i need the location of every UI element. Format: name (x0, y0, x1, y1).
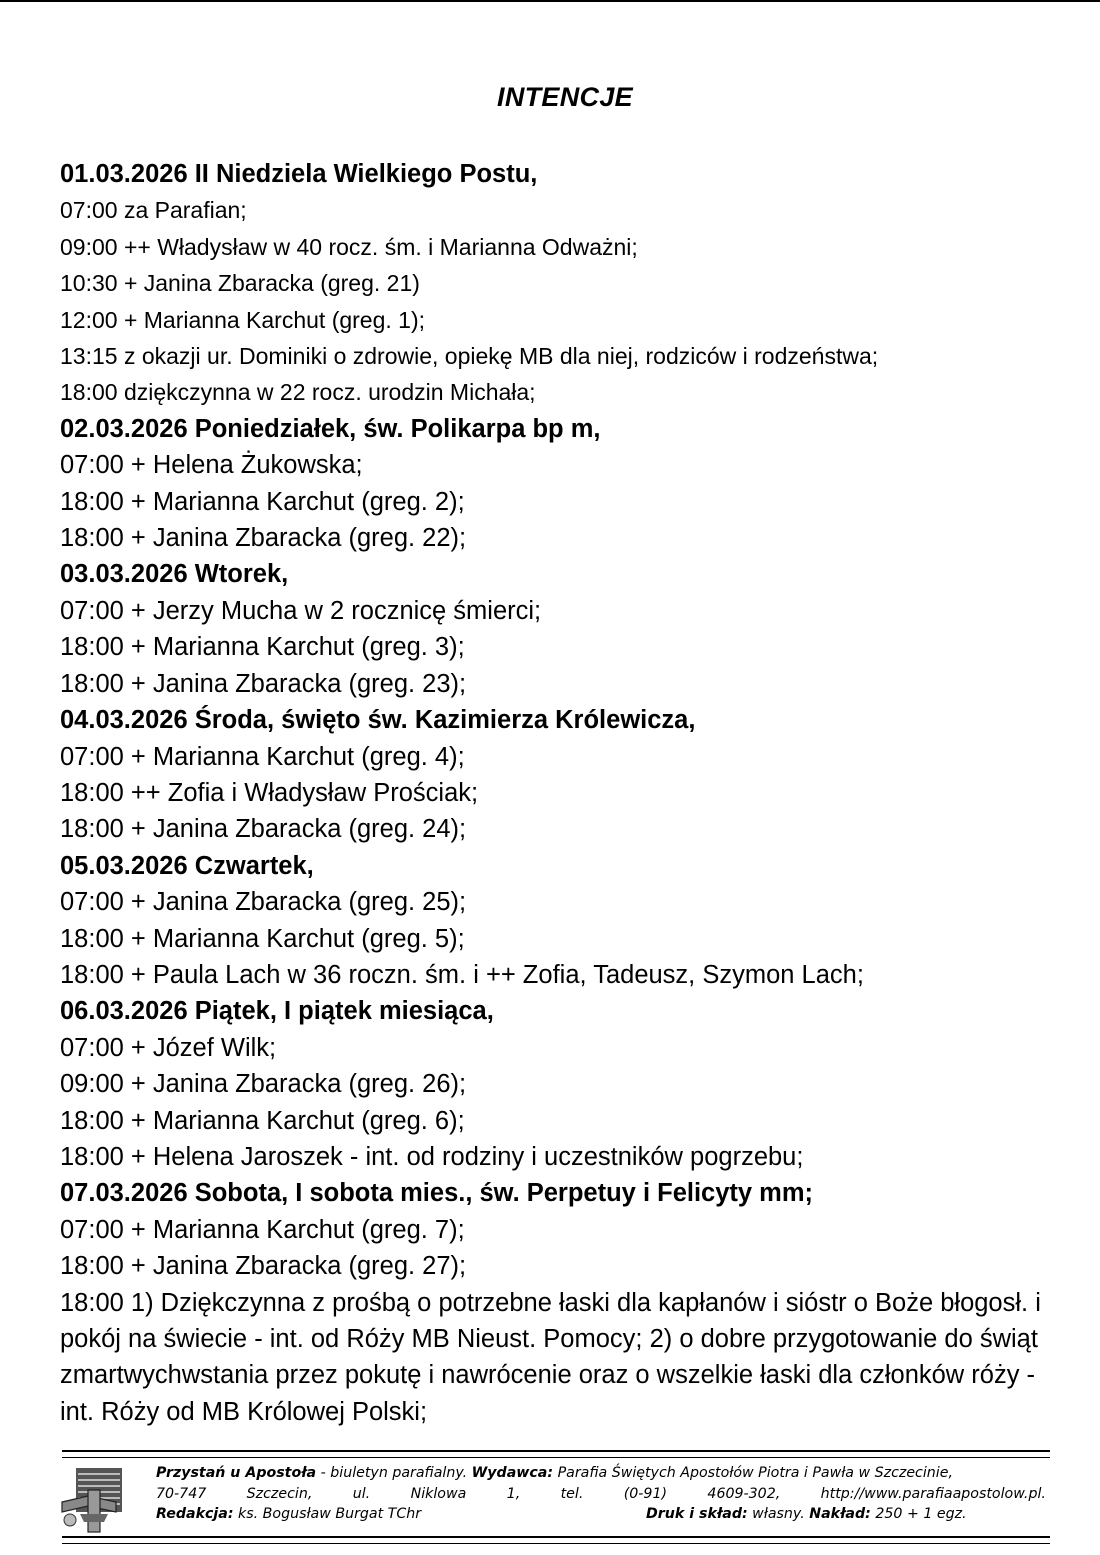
intention-entry: 18:00 + Marianna Karchut (greg. 2); (60, 487, 465, 516)
intention-entry: 10:30 + Janina Zbaracka (greg. 21) (60, 270, 420, 297)
day-header: 02.03.2026 Poniedziałek, św. Polikarpa bp m, (60, 414, 601, 443)
address-part: Szczecin, (246, 1485, 313, 1502)
footer-address (156, 1484, 1046, 1505)
editor-value: ks. Bogusław Burgat TChr (233, 1506, 422, 1522)
footer-line-3 (156, 1504, 1046, 1525)
print-info (646, 1504, 967, 1525)
footer-bottom-rule (62, 1536, 1050, 1544)
intention-entry: 12:00 + Marianna Karchut (greg. 1); (60, 306, 426, 333)
day-header: 06.03.2026 Piątek, I piątek miesiąca, (60, 997, 494, 1026)
intention-entry: 07:00 + Marianna Karchut (greg. 7); (60, 1215, 465, 1244)
address-part: ul. (352, 1485, 371, 1502)
day-header: 03.03.2026 Wtorek, (60, 560, 289, 589)
intention-entry: 07:00 + Jerzy Mucha w 2 rocznicę śmierci; (60, 596, 542, 625)
intention-entry: 18:00 + Janina Zbaracka (greg. 27); (60, 1252, 467, 1281)
publication-desc: - biuletyn parafialny. (316, 1465, 472, 1481)
intention-entry: 18:00 + Janina Zbaracka (greg. 23); (60, 669, 467, 698)
intention-entry: 18:00 + Marianna Karchut (greg. 6); (60, 1106, 465, 1135)
address-part: (0-91) (623, 1485, 668, 1502)
publisher-value: Parafia Świętych Apostołów Piotra i Pawła w Szczecinie, (553, 1465, 953, 1481)
publication-name: Przystań u Apostoła (156, 1465, 317, 1481)
run-label: Nakład: (809, 1506, 871, 1522)
intention-entry: 09:00 ++ Władysław w 40 rocz. śm. i Marianna Odważni; (60, 233, 638, 260)
footer-top-rule (62, 1450, 1050, 1458)
intention-entry: 18:00 dziękczynna w 22 rocz. urodzin Michała; (60, 379, 536, 406)
footer-text (156, 1463, 1046, 1525)
intention-entry: 18:00 + Janina Zbaracka (greg. 24); (60, 815, 467, 844)
intention-entry: 18:00 + Paula Lach w 36 roczn. śm. i ++ Zofia, Tadeusz, Szymon Lach; (60, 960, 864, 989)
top-border (0, 0, 1100, 2)
publisher-label: Wydawca: (471, 1465, 554, 1481)
address-part: tel. (560, 1485, 584, 1502)
address-part: http://www.parafiaapostolow.pl. (820, 1485, 1046, 1502)
day-header: 05.03.2026 Czwartek, (60, 851, 314, 880)
intention-entry: 07:00 + Marianna Karchut (greg. 4); (60, 742, 465, 771)
intention-entry: 18:00 + Marianna Karchut (greg. 5); (60, 924, 465, 953)
intention-entry: 09:00 + Janina Zbaracka (greg. 26); (60, 1070, 467, 1099)
page-title: INTENCJE (497, 82, 633, 112)
day-header: 07.03.2026 Sobota, I sobota mies., św. Perpetuy i Felicyty mm; (60, 1179, 814, 1208)
intention-entry: 18:00 ++ Zofia i Władysław Prościak; (60, 778, 479, 807)
intention-entry: 18:00 + Janina Zbaracka (greg. 22); (60, 524, 467, 553)
print-label: Druk i skład: (646, 1506, 748, 1522)
intention-entry: 07:00 za Parafian; (60, 197, 247, 224)
intention-entry: 18:00 + Helena Jaroszek - int. od rodziny i uczestników pogrzebu; (60, 1142, 804, 1171)
address-part: 1, (506, 1485, 521, 1502)
address-part: 70-747 (156, 1485, 207, 1502)
day-header: 01.03.2026 II Niedziela Wielkiego Postu, (60, 160, 538, 188)
intention-entry: 07:00 + Józef Wilk; (60, 1033, 277, 1062)
bulletin-footer (50, 1450, 1050, 1538)
address-part: Niklowa (410, 1485, 467, 1502)
editor-label: Redakcja: (156, 1506, 234, 1522)
parish-logo-icon (58, 1462, 130, 1534)
intention-entry: 13:15 z okazji ur. Dominiki o zdrowie, opiekę MB dla niej, rodziców i rodzeństwa; (60, 343, 879, 370)
address-part: 4609-302, (707, 1485, 781, 1502)
print-value: własny. (747, 1506, 810, 1522)
intentions-list (60, 156, 1060, 1430)
day-header: 04.03.2026 Środa, święto św. Kazimierza Królewicza, (60, 706, 696, 735)
footer-line-1 (156, 1463, 1046, 1484)
run-value: 250 + 1 egz. (870, 1506, 967, 1522)
intention-entry: 07:00 + Janina Zbaracka (greg. 25); (60, 888, 467, 917)
intention-entry: 18:00 + Marianna Karchut (greg. 3); (60, 633, 465, 662)
intention-entry: 18:00 1) Dziękczynna z prośbą o potrzebne łaski dla kapłanów i sióstr o Boże błogosł. i pokój na świecie - int. od Róży MB Nieust. Pomocy; 2) o dobre przygotowanie do świąt zmartwychwstania przez pokutę i nawrócenie oraz o wszelkie łaski dla członków róży - int. Róży od MB Królowej Polski; (60, 1288, 1041, 1426)
intention-entry: 07:00 + Helena Żukowska; (60, 451, 363, 480)
